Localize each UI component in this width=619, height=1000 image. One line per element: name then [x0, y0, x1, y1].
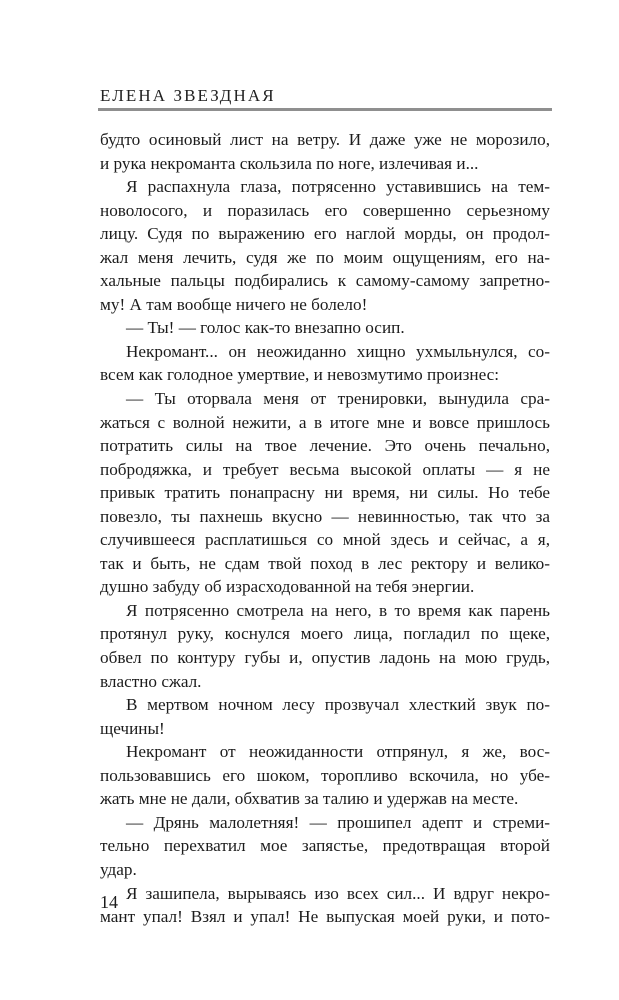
text-line: щечины! [100, 718, 165, 738]
text-line: лицу. Судя по выражению его наглой морды, он продол- [100, 224, 550, 244]
text-line: так и быть, не сдам твой поход в лес ректору и велико- [100, 553, 550, 573]
page-number: 14 [100, 892, 118, 912]
text-line: пользовавшись его шоком, торопливо вскочила, но убе- [100, 765, 550, 785]
body-text [100, 128, 550, 929]
text-line: тельно перехватил мое запястье, предотвращая второй [100, 836, 550, 856]
text-line: всем как голодное умертвие, и невозмутимо произнес: [100, 365, 500, 385]
text-line: — Дрянь малолетняя! — прошипел адепт и стреми- [126, 812, 550, 832]
text-line: — Ты! — голос как-то внезапно осип. [126, 318, 405, 338]
text-line: мант упал! Взял и упал! Не выпуская моей руки, и пото- [100, 907, 550, 927]
text-line: жать мне не дали, обхватив за талию и удержав на месте. [100, 789, 519, 809]
text-line: новолосого, и поразилась его совершенно серьезному [100, 200, 550, 220]
text-line: протянул руку, коснулся моего лица, погладил по щеке, [100, 624, 550, 644]
text-line: — Ты оторвала меня от тренировки, вынудила сра- [126, 389, 550, 409]
header-rule [98, 108, 552, 111]
text-line: удар. [100, 859, 137, 879]
text-line: Некромант... он неожиданно хищно ухмыльнулся, со- [126, 341, 550, 361]
text-line: случившееся расплатишься со мной здесь и сейчас, а я, [100, 530, 550, 550]
text-line: душно забуду об израсходованной на тебя энергии. [100, 577, 475, 597]
text-line: жал меня лечить, судя же по моим ощущениям, его на- [100, 247, 550, 267]
text-line: и рука некроманта скользила по ноге, излечивая и... [100, 153, 479, 173]
text-line: побродяжка, и требует весьма высокой оплаты — я не [100, 459, 550, 479]
text-line: привык тратить понапрасну ни время, ни силы. Но тебе [100, 483, 550, 503]
text-line: будто осиновый лист на ветру. И даже уже не морозило, [100, 130, 550, 149]
text-line: му! А там вообще ничего не болело! [100, 294, 368, 314]
text-line: Я распахнула глаза, потрясенно уставившись на тем- [126, 177, 550, 197]
text-line: властно сжал. [100, 671, 202, 691]
text-line: хальные пальцы подбирались к самому-самому запретно- [100, 271, 550, 291]
text-line: обвел по контуру губы и, опустив ладонь на мою грудь, [100, 648, 550, 668]
text-line: Я потрясенно смотрела на него, в то время как парень [126, 600, 550, 620]
text-line: Я зашипела, вырываясь изо всех сил... И вдруг некро- [126, 883, 550, 903]
text-line: Некромант от неожиданности отпрянул, я же, вос- [126, 742, 550, 762]
text-line: В мертвом ночном лесу прозвучал хлесткий звук по- [126, 695, 550, 715]
text-line: жаться с волной нежити, а в итоге мне и вовсе пришлось [100, 412, 550, 432]
text-line: повезло, ты пахнешь вкусно — невинностью, так что за [100, 506, 550, 526]
running-header-author: ЕЛЕНА ЗВЕЗДНАЯ [100, 86, 276, 105]
text-line: потратить силы на твое лечение. Это очень печально, [100, 436, 550, 456]
